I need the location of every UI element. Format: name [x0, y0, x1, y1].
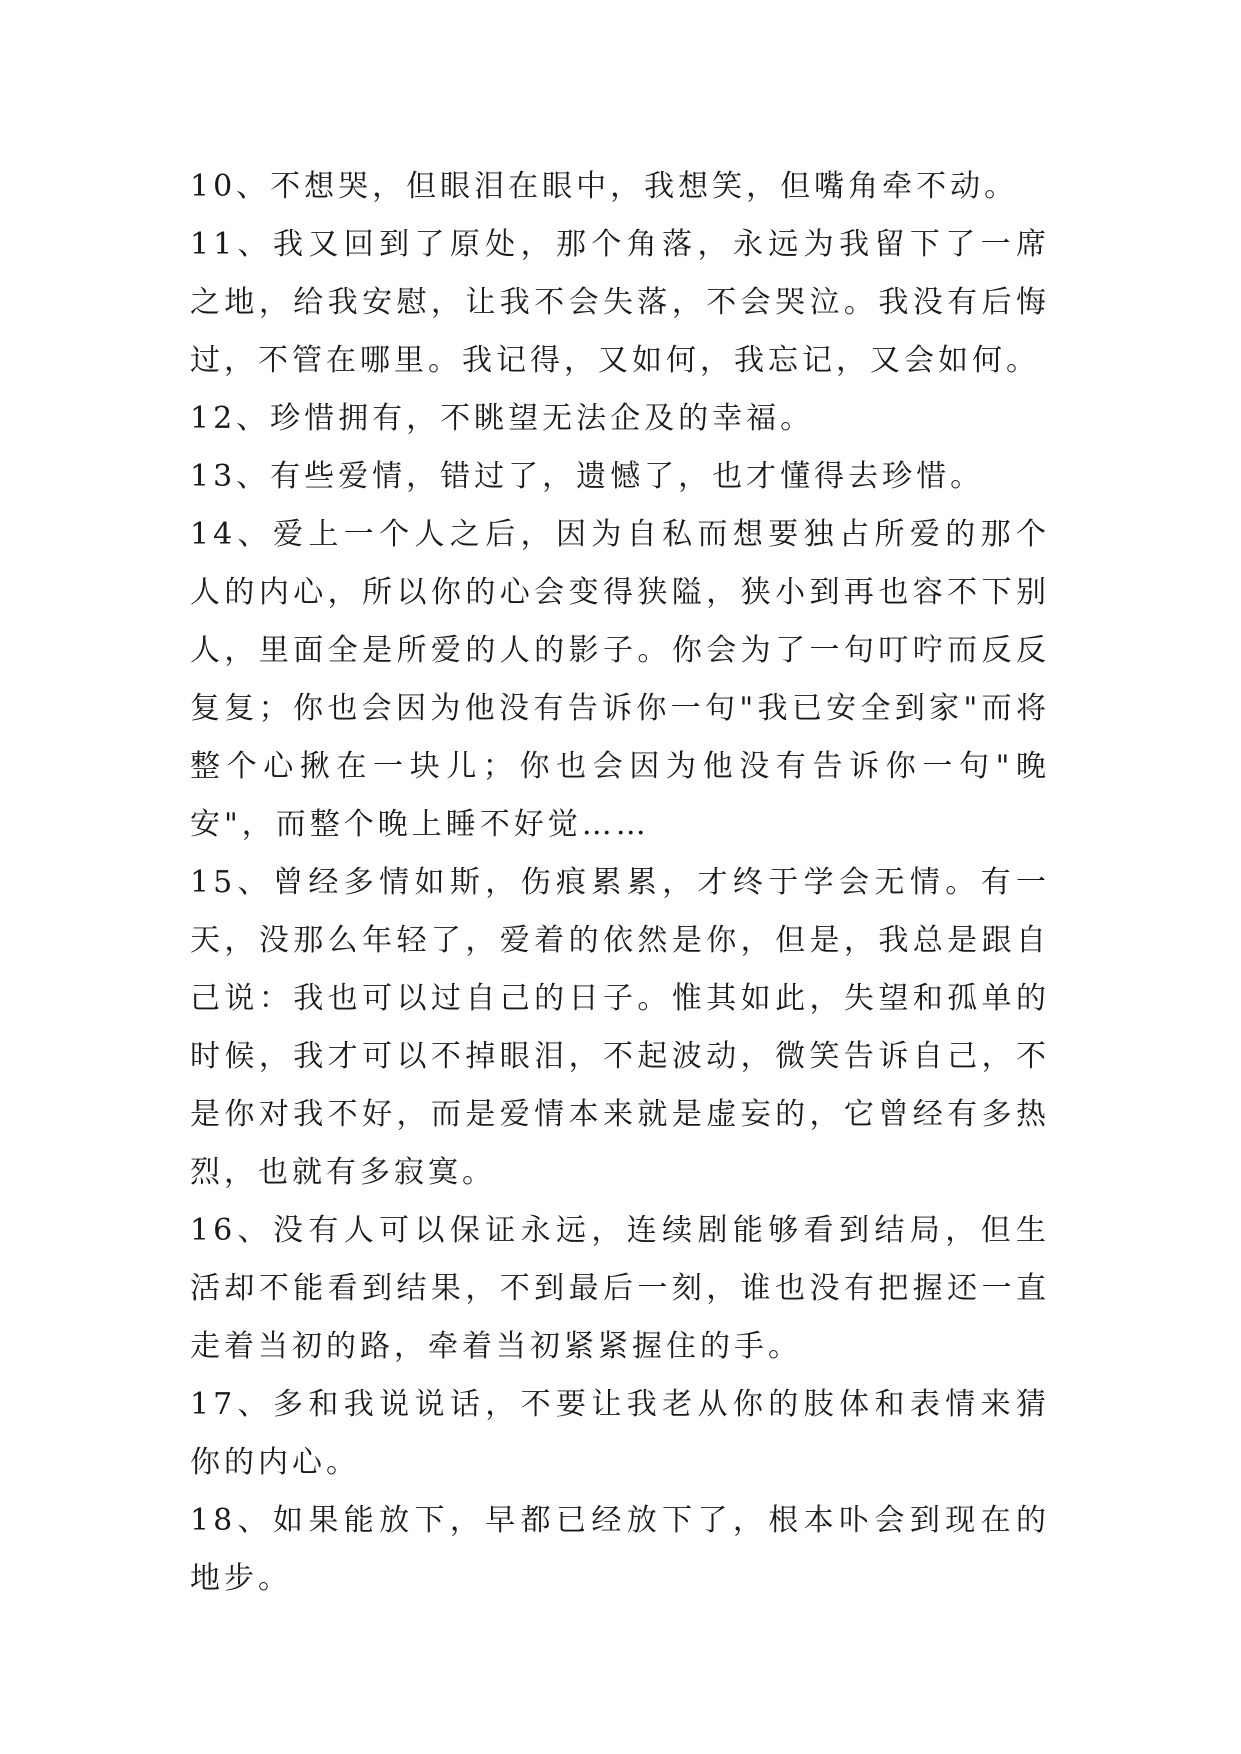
- paragraph-12: 12、珍惜拥有，不眺望无法企及的幸福。: [190, 401, 815, 436]
- paragraph-10: 10、不想哭，但眼泪在眼中，我想笑，但嘴角牵不动。: [190, 169, 1019, 204]
- paragraph-14: 14、爱上一个人之后，因为自私而想要独占所爱的那个人的内心，所以你的心会变得狭隘，狭小到再也容不下别人，里面全是所爱的人的影子。你会为了一句叮咛而反反复复；你也会因为他没有告诉你一句"我已安全到家"而将整个心揪在一块儿；你也会因为他没有告诉你一句"晚安"，而整个晚上睡不好觉……: [190, 517, 1050, 842]
- paragraph-13: 13、有些爱情，错过了，遗憾了，也才懂得去珍惜。: [190, 459, 985, 494]
- paragraph-16: 16、没有人可以保证永远，连续剧能够看到结局，但生活却不能看到结果，不到最后一刻，谁也没有把握还一直走着当初的路，牵着当初紧紧握住的手。: [190, 1213, 1050, 1364]
- paragraph-18: 18、如果能放下，早都已经放下了，根本卟会到现在的地步。: [190, 1503, 1050, 1596]
- paragraph-17: 17、多和我说说话，不要让我老从你的肢体和表情来猜你的内心。: [190, 1387, 1050, 1480]
- paragraph-11: 11、我又回到了原处，那个角落，永远为我留下了一席之地，给我安慰，让我不会失落，不会哭泣。我没有后悔过，不管在哪里。我记得，又如何，我忘记，又会如何。: [190, 227, 1050, 378]
- document-body: [190, 158, 1050, 1608]
- paragraph-15: 15、曾经多情如斯，伤痕累累，才终于学会无情。有一天，没那么年轻了，爱着的依然是你，但是，我总是跟自己说：我也可以过自己的日子。惟其如此，失望和孤单的时候，我才可以不掉眼泪，不起波动，微笑告诉自己，不是你对我不好，而是爱情本来就是虚妄的，它曾经有多热烈，也就有多寂寞。: [190, 865, 1050, 1190]
